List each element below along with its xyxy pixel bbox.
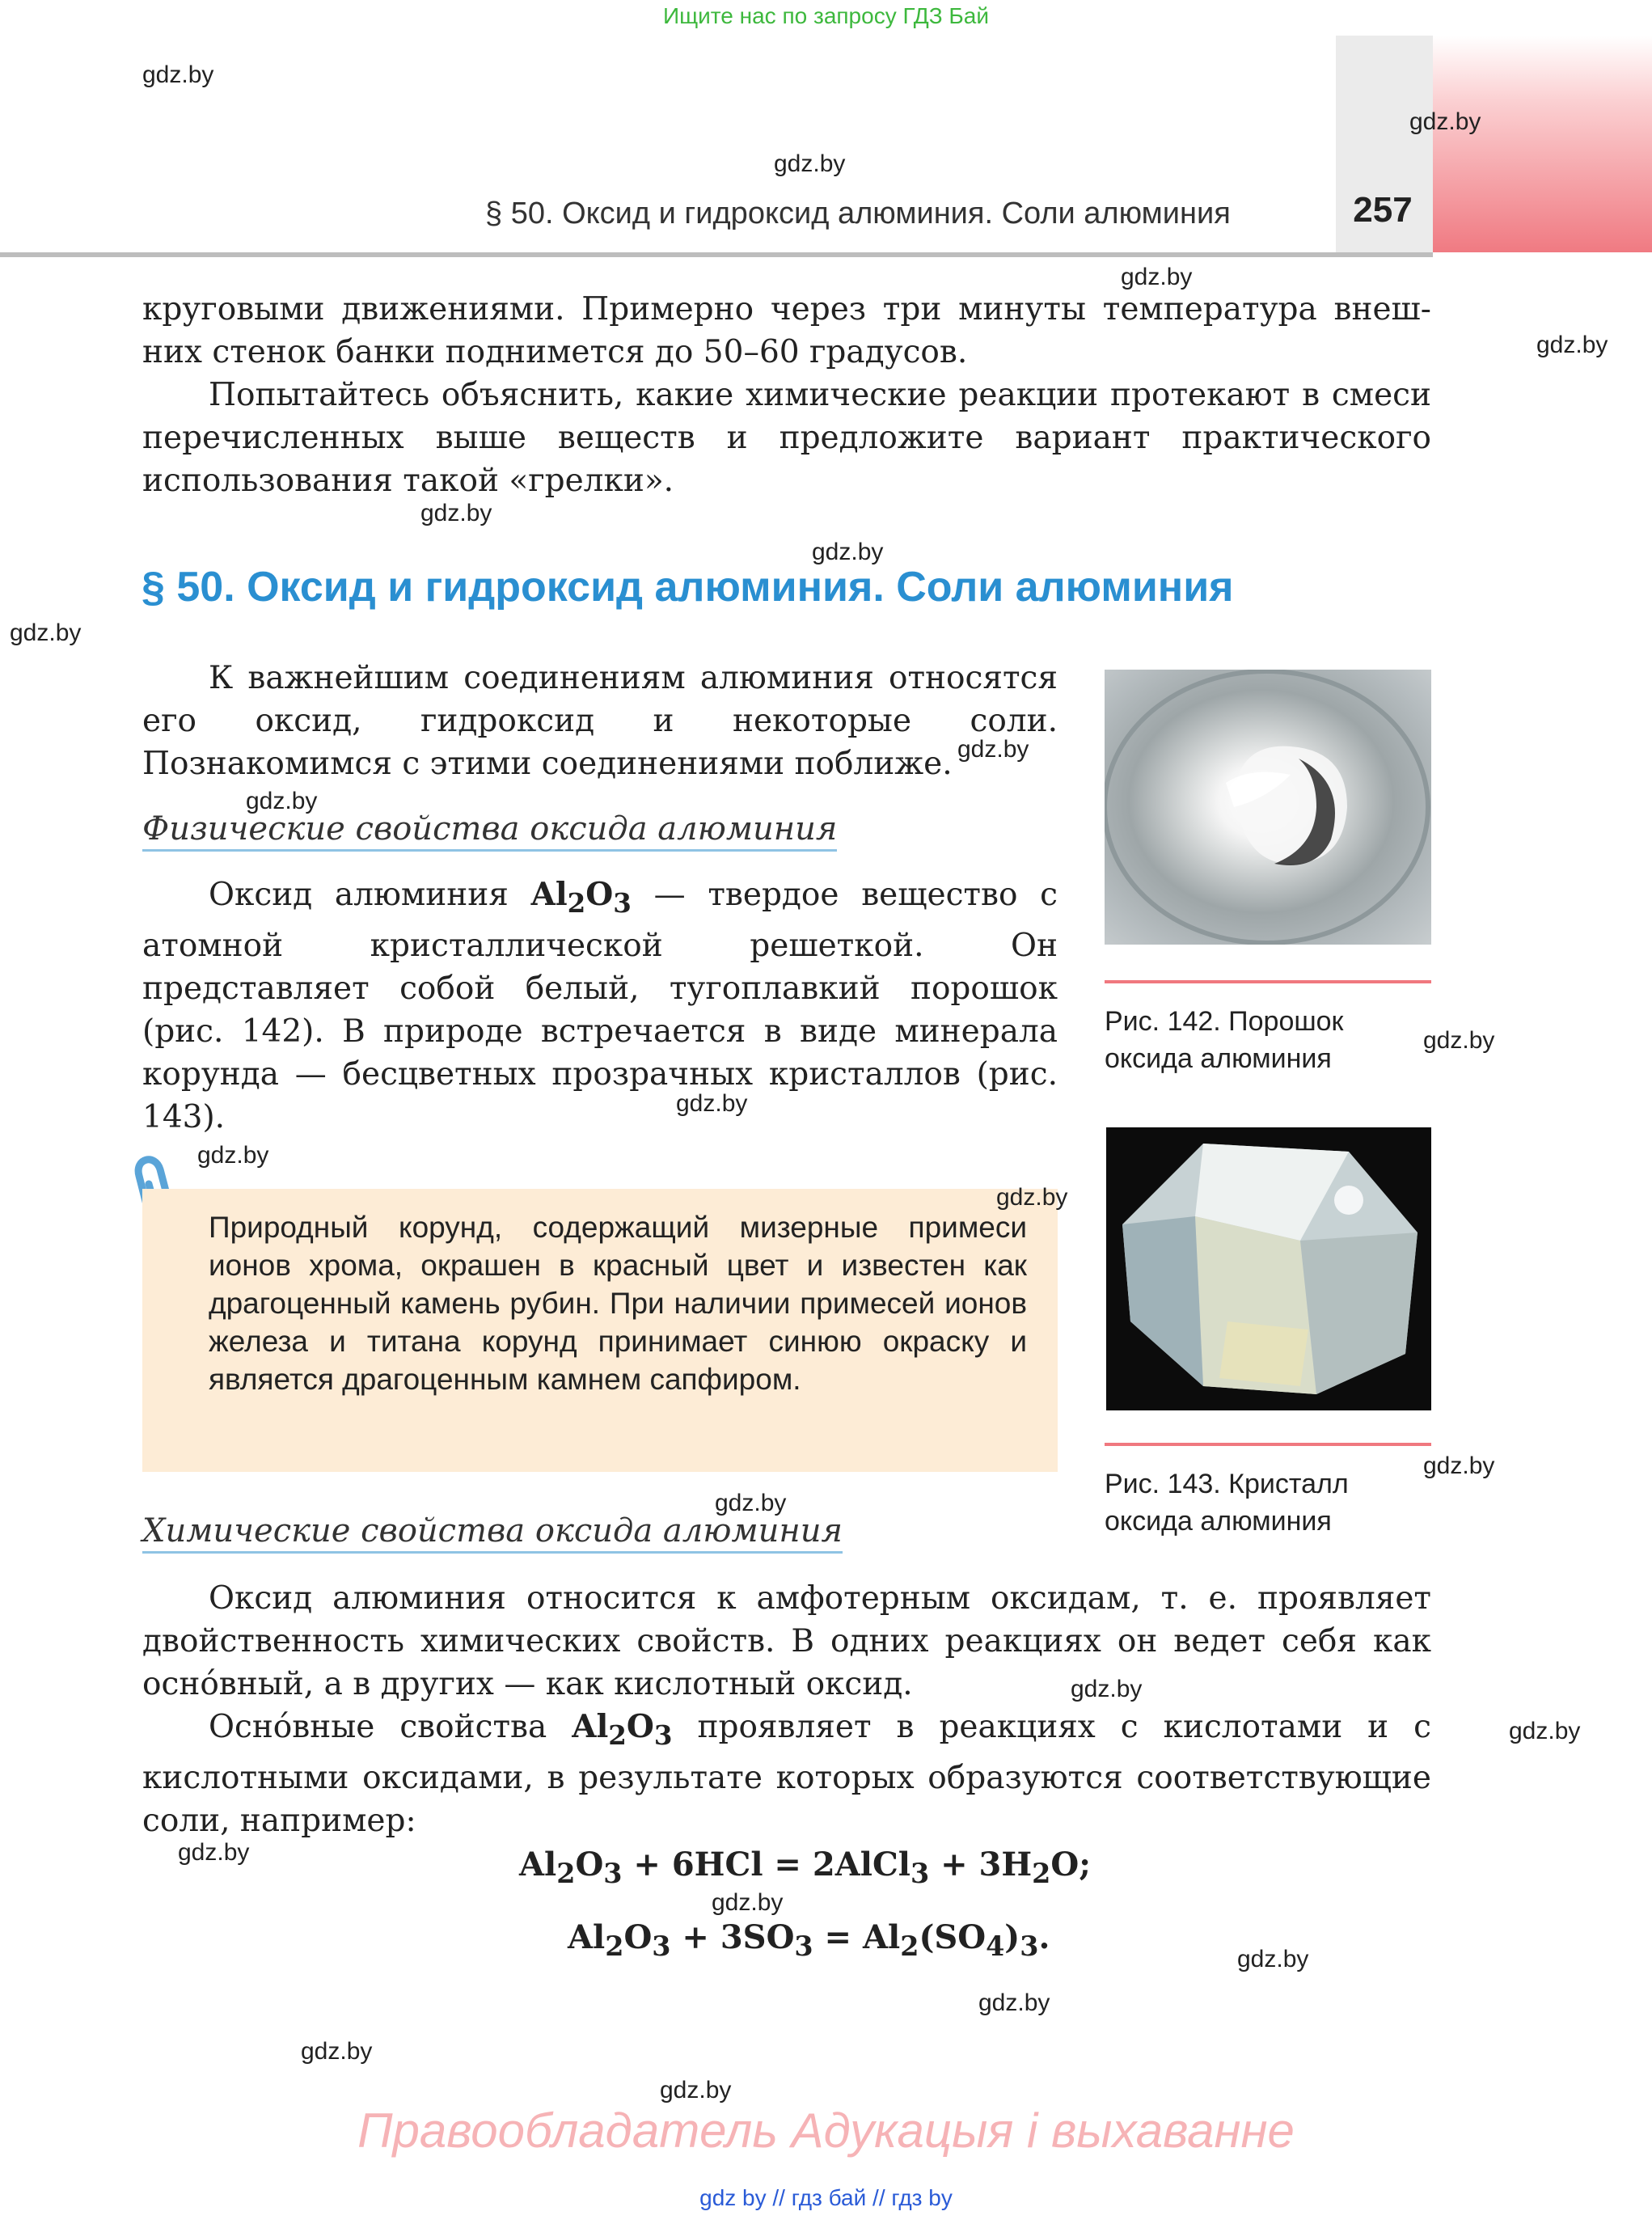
chemical-paragraph-1: Оксид алюминия относится к амфотерным оксидам, т. е. проявляет двойственность химических свойств. В одних реакциях он ведет себя как осно́вный, а в других — как кислотный оксид. xyxy=(142,1580,1431,1702)
watermark: gdz.by xyxy=(715,1490,787,1516)
note-box-text: Природный корунд, содержащий мизерные примеси ионов хрома, окрашен в красный цвет и известен как драгоценный камень рубин. При наличии примесей ионов железа и титана корунд принимает синюю окраску и является драгоценным камнем сапфиром. xyxy=(209,1211,1027,1396)
watermark: gdz.by xyxy=(301,2038,373,2065)
watermark: gdz.by xyxy=(978,1989,1050,2016)
chemical-paragraphs xyxy=(142,1577,1431,1842)
watermark: gdz.by xyxy=(142,61,214,88)
figure-142-powder-image xyxy=(1105,670,1431,945)
physical-properties-heading: Физические свойства оксида алюминия xyxy=(142,810,837,852)
figure-143-divider xyxy=(1105,1443,1431,1446)
equation-1: $Al_2O_3 + 6HCl$ = 2AlCl$_3$ + $3H_2O$; xyxy=(519,1846,1091,1889)
intro-paragraph-2: Попытайтесь объяснить, какие химические реакции протекают в смеси перечисленных выше веществ и предложите вариант практического использования такой «грелки». xyxy=(142,377,1431,499)
bottom-links[interactable]: gdz by // гдз бай // гдз by xyxy=(699,2185,953,2210)
watermark: gdz.by xyxy=(10,619,82,646)
figure-143-caption xyxy=(1105,1465,1444,1540)
intro-line-1: круговыми движениями. Примерно через три минуты температура внеш- xyxy=(142,291,1431,328)
physical-text-start: Оксид алюминия xyxy=(209,877,531,913)
figure-143-caption-line-1: Рис. 143. Кристалл xyxy=(1105,1469,1349,1499)
figure-143-crystal-image xyxy=(1106,1127,1431,1410)
watermark: gdz.by xyxy=(1423,1452,1495,1479)
watermark: gdz.by xyxy=(1536,332,1608,358)
top-banner: Ищите нас по запросу ГДЗ Бай xyxy=(662,3,990,28)
lead-paragraph xyxy=(142,657,1058,785)
watermark: gdz.by xyxy=(1509,1718,1581,1744)
section-title: § 50. Оксид и гидроксид алюминия. Соли алюминия xyxy=(142,564,1234,611)
watermark: gdz.by xyxy=(178,1839,250,1866)
watermark: gdz.by xyxy=(712,1889,784,1916)
watermark: gdz.by xyxy=(676,1090,748,1117)
figure-142-divider xyxy=(1105,980,1431,983)
figure-142-caption-line-1: Рис. 142. Порошок xyxy=(1105,1006,1344,1037)
chemical-paragraph-2: Осно́вные свойства $Al_2O_3$ проявляет в реакциях с кислотами и с кислотными оксидами, в результате которых образуются соответствующие соли, например: xyxy=(142,1708,1431,1839)
watermark: gdz.by xyxy=(1409,108,1481,135)
formula-al2o3-inline: $Al_2O_3$ xyxy=(572,1708,673,1751)
copyright-footer: Правообладатель Адукацыя і выхаванне xyxy=(357,2103,1295,2158)
header-divider xyxy=(0,252,1433,257)
figure-143-caption-line-2: оксида алюминия xyxy=(1105,1506,1332,1537)
lead-paragraph-text: К важнейшим соединениям алюминия относятся его оксид, гидроксид и некоторые соли. Познакомимся с этими соединениями поближе. xyxy=(142,660,1058,782)
watermark: gdz.by xyxy=(812,539,884,565)
page-corner-decoration xyxy=(1433,36,1652,252)
watermark: gdz.by xyxy=(957,736,1029,763)
watermark: gdz.by xyxy=(420,500,492,526)
watermark: gdz.by xyxy=(1237,1946,1309,1972)
running-title: § 50. Оксид и гидроксид алюминия. Соли алюминия xyxy=(485,197,1231,230)
watermark: gdz.by xyxy=(197,1142,269,1169)
formula-al2o3: $Al_2O_3$ xyxy=(530,876,632,919)
watermark: gdz.by xyxy=(1071,1676,1143,1702)
page-number: 257 xyxy=(1353,190,1413,230)
physical-text-rest: — твердое вещество с атомной кристаллической решеткой. Он представляет собой белый, тугоплавкий порошок (рис. 142). В природе встречается в виде минерала корунда — бесцветных прозрачных кристаллов (рис. 143). xyxy=(142,877,1058,1135)
intro-text xyxy=(142,288,1431,502)
intro-line-2: них стенок банки поднимется до 50–60 градусов. xyxy=(142,334,968,370)
watermark: gdz.by xyxy=(774,150,846,177)
figure-142-caption xyxy=(1105,1003,1444,1077)
watermark: gdz.by xyxy=(246,788,318,814)
watermark: gdz.by xyxy=(1423,1027,1495,1054)
chemical-properties-heading: Химические свойства оксида алюминия xyxy=(142,1512,843,1554)
watermark: gdz.by xyxy=(996,1184,1068,1211)
physical-paragraph xyxy=(142,873,1058,1139)
figure-142-caption-line-2: оксида алюминия xyxy=(1105,1043,1332,1074)
watermark: gdz.by xyxy=(660,2077,732,2103)
equation-2: $Al_2O_3 + 3SO_3 = Al_2(SO_4)_3$. xyxy=(568,1918,1050,1962)
watermark: gdz.by xyxy=(1121,264,1193,290)
